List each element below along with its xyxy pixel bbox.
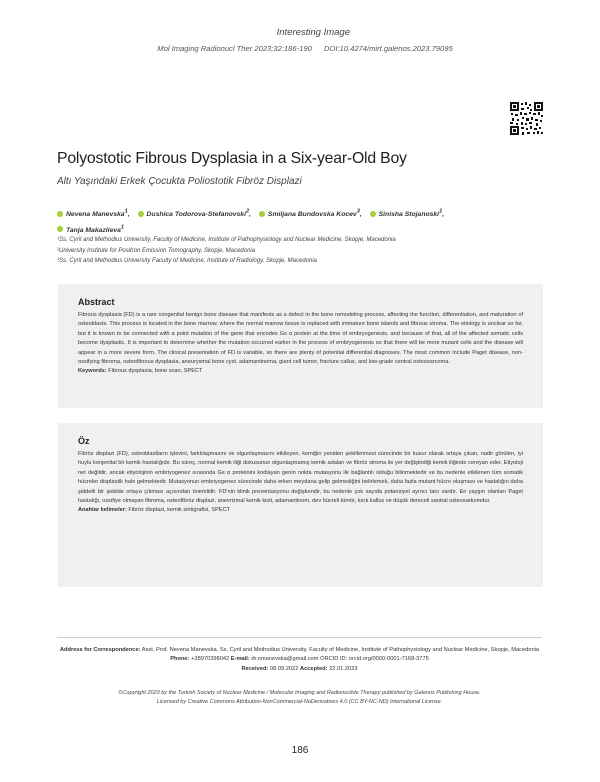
correspondence-address xyxy=(57,646,542,655)
affiliation: ¹Ss. Cyril and Methodius University, Faculty of Medicine, Institute of Pathophysiology and Nuclear Medicine, Skopje, Macedonia xyxy=(57,237,396,243)
license-line: Licensed by Creative Commons Attribution-NonCommercial-NoDerivatives 4.0 (CC BY-NC-ND) International License. xyxy=(156,699,443,705)
correspondence-text: Asst. Prof. Nevena Manevska, Ss. Cyril and Methodius University, Faculty of Medicine, Institute of Pathophysiology and Nuclear Medicine, Skopje, Macedonia xyxy=(141,647,540,653)
oz-heading: Öz xyxy=(78,436,90,446)
oz-box xyxy=(58,423,543,587)
journal-citation xyxy=(0,44,600,53)
orcid-icon[interactable] xyxy=(57,211,63,217)
article-subtitle: Altı Yaşındaki Erkek Çocukta Poliostotik Fibröz Displazi xyxy=(57,176,302,187)
author-name: Nevena Manevska xyxy=(66,211,125,219)
email-value[interactable]: dr.nmanevska@gmail.com ORCID ID: orcid.org/0000-0001-7168-3775 xyxy=(251,656,429,663)
oz-text: Fibröz displazi (FD), osteoblastların işlevini, farklılaşmasını ve olgunlaşmasını etkileyen, kemiğin yeniden şekillenmesi sürecinde bir kusur olarak ortaya çıkan, nadir görülen, iyi huylu konjenital bir kemik hastalığıdır. Bu süreç, normal kemik iliği dokusunun olgunlaşmamış kemik adaları ve fibröz stroma ile yer değiştirdiği kemik iliğinde cereyan eder. Etiyoloji net değildir, ancak etiyolojinin embriyogenez sırasında Gs α proteinini kodlayan genin nokta mutasyonu ile bağlantılı olduğu bilinmektedir ve bu nedenle etkilenen tüm somatik hücreler displastik hale gelmektedir. Mutasyonun embriyogenez sürecinde daha erken meydana gelip gelmediğini belirlemek, daha fazla mutant hücre oluşması ve hastalığın daha şiddetli bir şekilde ortaya çıkması açısından önemlidir. FD'nin klinik prezentasyonu değişkendir, bu nedenle çok sayıda potansiyel ayırıcı tanı vardır. En yaygın olanları Paget hastalığı, ossifiye olmayan fibroma, osteofibröz displazi, anevrizmal kemik kisti, adamantinom, dev hücreli tümör, kırık kallus ve düşük dereceli santral osteosarkomdur. xyxy=(78,451,523,505)
accepted-label: Accepted: xyxy=(299,665,328,672)
author-name: Tanja Makazlieva xyxy=(66,226,121,234)
author-sup: 1 xyxy=(439,209,443,215)
author: Dushica Todorova-Stefanovski$^2$, xyxy=(138,211,252,218)
oz-keywords xyxy=(78,506,523,515)
author: Nevena Manevska$^1$, xyxy=(57,211,130,218)
contact-line xyxy=(57,655,542,664)
anahtar-label: Anahtar kelimeler: xyxy=(78,507,127,514)
orcid-icon[interactable] xyxy=(57,226,63,232)
affiliation: ²University Institute for Positron Emission Tomography, Skopje, Macedonia xyxy=(57,247,256,254)
article-title: Polyostotic Fibrous Dysplasia in a Six-year-Old Boy xyxy=(57,150,407,167)
author-sup: 1 xyxy=(124,209,128,215)
correspondence-label: Address for Correspondence: xyxy=(59,647,141,653)
anahtar-text: Fibröz displazi, kemik sintigrafisi, SPECT xyxy=(128,507,231,514)
author-sup: 3 xyxy=(356,209,360,215)
affiliation: ³Ss. Cyril and Methodius University Faculty of Medicine, Institute of Radiology, Skopje, Macedonia xyxy=(57,258,318,264)
author-sup: 1 xyxy=(120,224,125,231)
received-value: 08.09.2022 xyxy=(269,665,299,672)
footer-divider xyxy=(57,637,542,638)
copyright xyxy=(57,689,542,707)
affiliations xyxy=(57,235,527,267)
abstract-heading: Abstract xyxy=(78,297,115,307)
accepted-value: 22.01.2023 xyxy=(329,665,358,672)
abstract-keywords xyxy=(78,367,523,376)
phone-label: Phone: xyxy=(170,656,190,663)
citation-text: Mol Imaging Radionucl Ther 2023;32:186-190 xyxy=(157,44,312,53)
abstract-text: Fibrous dysplasia (FD) is a rare congenital benign bone disease that manifests as a defect in the bone remodeling process, affecting the function, differentiation, and maturation of osteoblasts. This process is located in the bone marrow, where the normal marrow tissue is replaced with immature bone islands and fibrous stroma. The etiology is unclear so far, but it is known to be connected with a point mutation of the gene that encodes Gs α protein at the time of embryogenesis, and because of that, all of the affected somatic cells become dysplastic. It is important to determine whether the mutation occurred earlier in the process of embryogenesis so that there will be more mutant cells and the disease will appear in a more severe form. The clinical presentation of FD is variable, so there are plenty of potential differential diagnoses. The most common include Paget disease, non-ossifying fibroma, osteofibrous dysplasia, aneurysmal bone cyst, adamantinoma, giant cell tumor, fracture callus, and low-grade central osteosarcoma. xyxy=(78,312,523,366)
email-label: E-mail: xyxy=(230,656,250,663)
author xyxy=(57,224,125,234)
orcid-icon[interactable] xyxy=(138,211,144,217)
author-name: Smiljana Bundovska Kocev xyxy=(267,211,357,219)
author-name: Dushica Todorova-Stefanovski xyxy=(146,211,246,219)
abstract-box xyxy=(58,284,543,408)
orcid-icon[interactable] xyxy=(370,211,376,217)
dates-line xyxy=(57,665,542,674)
correspondence xyxy=(57,646,542,674)
page-number: 186 xyxy=(291,745,309,756)
running-header xyxy=(0,27,600,53)
qr-code xyxy=(509,101,544,136)
author-sup: 2 xyxy=(245,209,250,215)
section-label: Interesting Image xyxy=(276,27,350,38)
keywords-text: Fibrous dysplasia, bone scan, SPECT xyxy=(108,368,203,375)
orcid-icon[interactable] xyxy=(259,211,265,217)
phone-value: +38970398042 xyxy=(191,656,230,663)
doi-text[interactable]: DOI:10.4274/mirt.galenos.2023.79095 xyxy=(323,44,453,53)
copyright-line: ©Copyright 2023 by the Turkish Society of Nuclear Medicine / Molecular Imaging and Radionuclide Therapy published by Galenos Publishing House. xyxy=(118,690,481,696)
author-name: Sinisha Stojanoski xyxy=(378,211,440,219)
author: Smiljana Bundovska Kocev$^3$, xyxy=(259,211,362,218)
keywords-label: Keywords: xyxy=(78,368,107,375)
received-label: Received: xyxy=(241,665,269,672)
author: Sinisha Stojanoski$^1$, xyxy=(370,211,444,218)
author-list xyxy=(57,206,517,237)
